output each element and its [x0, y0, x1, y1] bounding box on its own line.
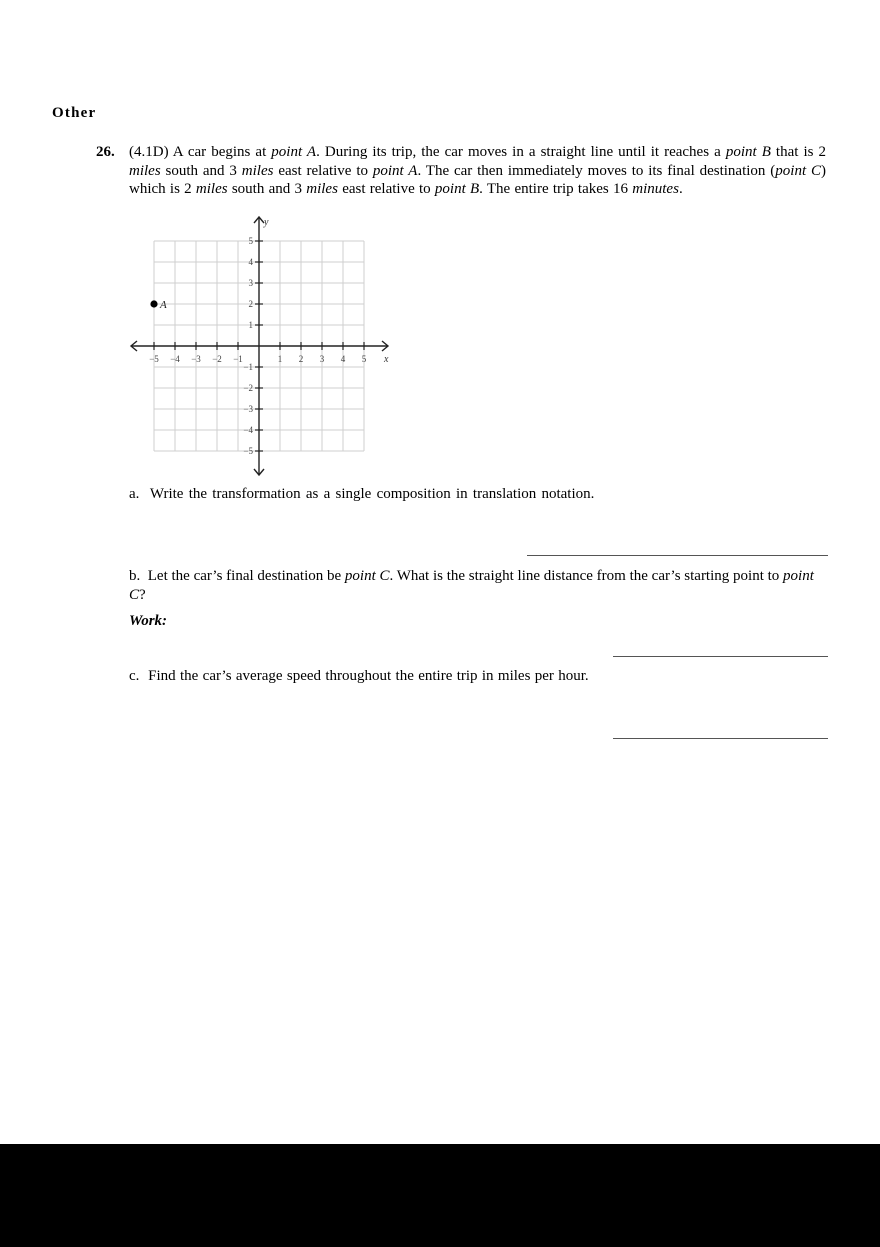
- coordinate-plane: [125, 210, 395, 480]
- text-fragment: . During its trip, the car moves in a straight line until it reaches a: [316, 144, 726, 160]
- bottom-black-band: [0, 1144, 880, 1247]
- svg-text:4: 4: [248, 257, 253, 267]
- svg-text:−4: −4: [170, 354, 180, 364]
- term-minutes: minutes: [632, 181, 679, 197]
- y-axis-label: y: [264, 217, 269, 228]
- question-26: [96, 143, 826, 199]
- svg-text:−5: −5: [149, 354, 159, 364]
- svg-text:3: 3: [319, 354, 325, 364]
- text-fragment: Let the car’s final destination be: [147, 568, 345, 584]
- answer-blank-b[interactable]: [613, 656, 828, 657]
- text-fragment: .: [678, 181, 683, 197]
- question-text: [129, 143, 826, 199]
- term-miles: miles: [306, 181, 338, 197]
- term-miles: miles: [241, 162, 274, 179]
- answer-blank-a[interactable]: [527, 555, 828, 556]
- text-fragment: that is 2: [770, 144, 826, 160]
- section-heading: Other: [52, 105, 97, 121]
- term-point-c: point C: [344, 568, 390, 584]
- work-label: Work:: [129, 613, 168, 629]
- text-fragment: . The entire trip takes 16: [479, 181, 633, 197]
- svg-text:2: 2: [248, 299, 253, 309]
- subquestion-label: c.: [129, 668, 140, 684]
- svg-text:−2: −2: [243, 383, 253, 393]
- point-a-label: A: [160, 299, 167, 311]
- answer-blank-c[interactable]: [613, 738, 828, 739]
- subquestion-b: [129, 567, 829, 604]
- svg-text:−4: −4: [243, 425, 253, 435]
- text-fragment: south and 3: [227, 181, 307, 197]
- text-fragment: ?: [139, 586, 146, 603]
- term-point-a: point A: [372, 162, 418, 179]
- svg-text:−5: −5: [243, 446, 253, 456]
- term-point-b: point B: [434, 181, 480, 197]
- subquestion-c: [129, 667, 829, 686]
- subquestion-text: Find the car’s average speed throughout the entire trip in miles per hour.: [148, 668, 589, 684]
- subquestion-a: [129, 485, 829, 504]
- question-number: 26.: [96, 144, 115, 160]
- svg-text:1: 1: [277, 354, 283, 364]
- term-point-c: point C: [775, 162, 821, 179]
- svg-text:1: 1: [248, 320, 253, 330]
- text-fragment: ) which is 2: [129, 162, 826, 197]
- svg-text:−2: −2: [212, 354, 222, 364]
- text-fragment: A car begins at: [168, 144, 272, 160]
- term-miles: miles: [129, 162, 161, 179]
- text-fragment: east relative to: [337, 181, 435, 197]
- text-fragment: south and 3: [160, 162, 242, 179]
- svg-text:5: 5: [361, 354, 367, 364]
- svg-text:−3: −3: [243, 404, 253, 414]
- axes: [131, 217, 388, 475]
- svg-text:4: 4: [340, 354, 346, 364]
- subquestion-label: b.: [129, 568, 141, 584]
- text-fragment: . The car then immediately moves to its final destination (: [417, 162, 776, 179]
- text-fragment: east relative to: [273, 162, 373, 179]
- subquestion-label: a.: [129, 486, 140, 502]
- standard-code: (4.1D): [129, 144, 169, 160]
- plotted-points: [150, 299, 167, 311]
- svg-text:−1: −1: [233, 354, 243, 364]
- svg-text:−3: −3: [191, 354, 201, 364]
- svg-text:2: 2: [298, 354, 304, 364]
- svg-text:3: 3: [248, 278, 253, 288]
- svg-text:−1: −1: [243, 362, 253, 372]
- term-miles: miles: [195, 181, 228, 197]
- text-fragment: . What is the straight line distance from the car’s starting point to: [389, 568, 784, 584]
- term-point-c: point C: [129, 568, 814, 603]
- subquestion-text: Write the transformation as a single composition in translation notation.: [149, 486, 595, 502]
- x-axis-label: x: [384, 354, 389, 365]
- point-a-marker: [150, 300, 157, 307]
- term-point-a: point A: [271, 144, 317, 160]
- term-point-b: point B: [725, 144, 771, 160]
- svg-text:5: 5: [248, 236, 253, 246]
